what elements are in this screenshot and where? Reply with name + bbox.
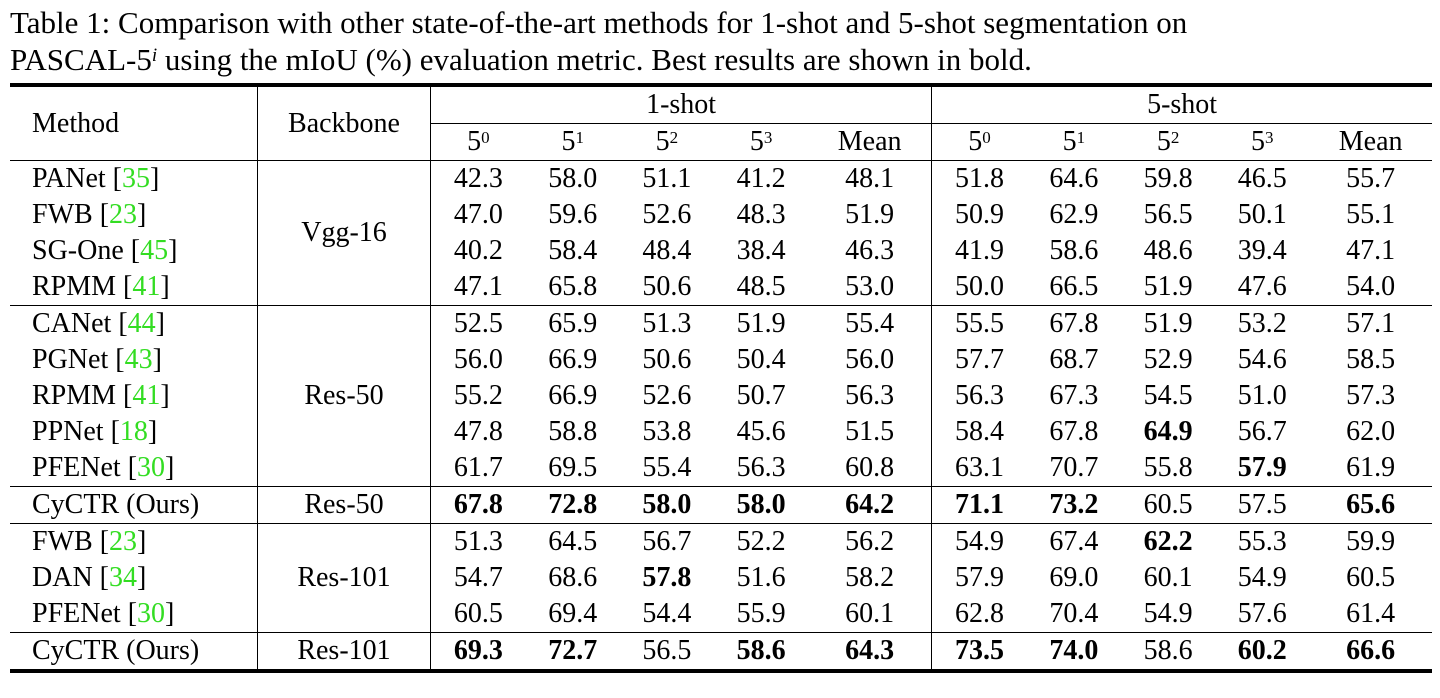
one-shot-value: 58.6 bbox=[714, 633, 808, 672]
one-shot-value: 61.7 bbox=[453, 452, 503, 483]
citation-link[interactable]: 44 bbox=[127, 308, 156, 339]
five-shot-value: 65.6 bbox=[1309, 487, 1432, 524]
one-shot-value: 41.2 bbox=[714, 161, 808, 198]
header-row-1 bbox=[10, 85, 1432, 124]
method-name: CyCTR (Ours) bbox=[32, 635, 200, 666]
caption-line-1: Table 1: Comparison with other state-of-the-art methods for 1-shot and 5-shot segmentation on bbox=[10, 5, 1188, 40]
five-shot-value: 67.4 bbox=[1027, 524, 1121, 561]
five-shot-value: 52.9 bbox=[1143, 344, 1193, 375]
one-shot-value: 67.8 bbox=[431, 487, 526, 524]
five-shot-value: 64.9 bbox=[1143, 416, 1193, 447]
five-shot-value: 57.5 bbox=[1215, 487, 1309, 524]
one-shot-value: 56.3 bbox=[736, 452, 786, 483]
one-shot-value: 58.0 bbox=[526, 161, 620, 198]
one-shot-value: 55.4 bbox=[808, 306, 932, 343]
five-shot-value: 48.6 bbox=[1143, 235, 1193, 266]
five-shot-value: 69.0 bbox=[1049, 562, 1099, 593]
one-shot-value: 45.6 bbox=[736, 416, 786, 447]
one-shot-value: 50.7 bbox=[736, 380, 786, 411]
one-shot-value: 68.6 bbox=[548, 562, 598, 593]
method-name: FWB bbox=[32, 199, 100, 230]
split-header: $5^1$ bbox=[561, 126, 584, 157]
method-cell: FWB [23] bbox=[32, 199, 147, 230]
five-shot-value: 62.2 bbox=[1121, 524, 1215, 561]
one-shot-value: 51.1 bbox=[620, 161, 714, 198]
table-row bbox=[10, 524, 1432, 561]
method-cell: PPNet [18] bbox=[32, 416, 158, 447]
table-row bbox=[10, 596, 1432, 633]
five-shot-value: 66.5 bbox=[1049, 271, 1099, 302]
one-shot-value: 58.0 bbox=[620, 487, 714, 524]
citation-link[interactable]: 41 bbox=[132, 380, 161, 411]
caption-line-2 bbox=[10, 41, 1430, 78]
five-shot-value: 51.9 bbox=[1121, 306, 1215, 343]
one-shot-value: 48.1 bbox=[808, 161, 932, 198]
one-shot-value: 50.4 bbox=[736, 344, 786, 375]
results-table bbox=[10, 83, 1432, 673]
five-shot-value: 66.6 bbox=[1309, 633, 1432, 672]
method-name: PGNet bbox=[32, 344, 116, 375]
method-cell: PFENet [30] bbox=[32, 598, 175, 629]
one-shot-value: 56.0 bbox=[453, 344, 503, 375]
five-shot-value: 58.6 bbox=[1049, 235, 1099, 266]
five-shot-value: 62.0 bbox=[1346, 416, 1396, 447]
five-shot-value: 55.3 bbox=[1215, 524, 1309, 561]
one-shot-value: 64.3 bbox=[808, 633, 932, 672]
five-shot-value: 58.5 bbox=[1346, 344, 1396, 375]
method-name: SG-One bbox=[32, 235, 131, 266]
one-shot-value: 53.8 bbox=[642, 416, 692, 447]
one-shot-value: 51.9 bbox=[845, 199, 895, 230]
backbone-cell: Res-101 bbox=[258, 524, 431, 633]
method-name: RPMM bbox=[32, 380, 124, 411]
one-shot-value: 58.2 bbox=[845, 562, 895, 593]
table-row bbox=[10, 161, 1432, 198]
one-shot-header: 1-shot bbox=[431, 85, 932, 124]
five-shot-value: 57.9 bbox=[1237, 452, 1287, 483]
method-cell bbox=[10, 633, 258, 672]
five-shot-value: 51.0 bbox=[1237, 380, 1287, 411]
five-shot-value: 57.3 bbox=[1346, 380, 1396, 411]
one-shot-value: 65.8 bbox=[548, 271, 598, 302]
backbone-cell: Res-50 bbox=[258, 306, 431, 487]
one-shot-value: 59.6 bbox=[548, 199, 598, 230]
five-shot-value: 59.9 bbox=[1309, 524, 1432, 561]
five-shot-value: 41.9 bbox=[932, 233, 1027, 269]
five-shot-value: 62.8 bbox=[932, 596, 1027, 633]
one-shot-value: 51.5 bbox=[845, 416, 895, 447]
one-shot-value: 56.3 bbox=[845, 380, 895, 411]
citation-link[interactable]: 30 bbox=[137, 598, 166, 629]
table-row bbox=[10, 560, 1432, 596]
split-header: $5^3$ bbox=[1250, 126, 1274, 157]
method-name: CANet bbox=[32, 308, 119, 339]
one-shot-value: 48.3 bbox=[736, 199, 786, 230]
five-shot-value: 56.3 bbox=[932, 378, 1027, 414]
one-shot-value: 51.3 bbox=[620, 306, 714, 343]
one-shot-value: 72.8 bbox=[526, 487, 620, 524]
one-shot-value: 56.5 bbox=[620, 633, 714, 672]
table-row bbox=[10, 306, 1432, 343]
one-shot-value: 60.5 bbox=[453, 598, 503, 629]
five-shot-value: 73.5 bbox=[932, 633, 1027, 672]
one-shot-value: 56.2 bbox=[808, 524, 932, 561]
method-name: PPNet bbox=[32, 416, 111, 447]
one-shot-value: 60.1 bbox=[845, 598, 895, 629]
five-shot-value: 56.5 bbox=[1143, 199, 1193, 230]
backbone-cell: Res-50 bbox=[258, 487, 431, 524]
one-shot-value: 50.6 bbox=[642, 344, 692, 375]
five-shot-value: 70.7 bbox=[1049, 452, 1099, 483]
mean-header: Mean bbox=[1338, 126, 1403, 157]
one-shot-value: 46.3 bbox=[845, 235, 895, 266]
table-row bbox=[10, 450, 1432, 487]
split-header: $5^0$ bbox=[932, 124, 1027, 161]
five-shot-value: 60.2 bbox=[1215, 633, 1309, 672]
one-shot-value: 38.4 bbox=[736, 235, 786, 266]
one-shot-value: 66.9 bbox=[548, 380, 598, 411]
five-shot-value: 55.5 bbox=[932, 306, 1027, 343]
one-shot-value: 47.1 bbox=[453, 271, 503, 302]
five-shot-value: 63.1 bbox=[932, 450, 1027, 487]
five-shot-value: 39.4 bbox=[1237, 235, 1287, 266]
five-shot-value: 61.4 bbox=[1346, 598, 1396, 629]
five-shot-value: 55.1 bbox=[1346, 199, 1396, 230]
table-row bbox=[10, 233, 1432, 269]
one-shot-value: 57.8 bbox=[642, 562, 692, 593]
table-row bbox=[10, 342, 1432, 378]
citation-link[interactable]: 35 bbox=[121, 163, 150, 194]
one-shot-value: 58.4 bbox=[548, 235, 598, 266]
method-name: RPMM bbox=[32, 271, 124, 302]
one-shot-value: 47.8 bbox=[453, 416, 503, 447]
citation-link[interactable]: 18 bbox=[119, 416, 148, 447]
split-header: $5^3$ bbox=[749, 126, 773, 157]
five-shot-value: 70.4 bbox=[1049, 598, 1099, 629]
one-shot-value: 47.0 bbox=[453, 199, 503, 230]
method-cell: SG-One [45] bbox=[32, 235, 178, 266]
one-shot-value: 48.4 bbox=[642, 235, 692, 266]
five-shot-value: 64.6 bbox=[1027, 161, 1121, 198]
one-shot-value: 58.8 bbox=[548, 416, 598, 447]
five-shot-value: 54.0 bbox=[1346, 271, 1396, 302]
split-header: $5^1$ bbox=[1062, 126, 1086, 157]
caption-rest: using the mIoU (%) evaluation metric. Best results are shown in bold. bbox=[157, 42, 1032, 77]
one-shot-value: 50.6 bbox=[642, 271, 692, 302]
one-shot-value: 52.5 bbox=[431, 306, 526, 343]
one-shot-value: 51.6 bbox=[736, 562, 786, 593]
citation-link[interactable]: 34 bbox=[109, 562, 137, 593]
five-shot-value: 57.1 bbox=[1309, 306, 1432, 343]
five-shot-value: 74.0 bbox=[1027, 633, 1121, 672]
five-shot-value: 54.9 bbox=[1143, 598, 1193, 629]
one-shot-value: 42.3 bbox=[431, 161, 526, 198]
five-shot-header: 5-shot bbox=[932, 85, 1432, 124]
one-shot-value: 56.7 bbox=[620, 524, 714, 561]
one-shot-value: 65.9 bbox=[526, 306, 620, 343]
citation-link[interactable]: 23 bbox=[109, 526, 138, 557]
one-shot-value: 64.2 bbox=[808, 487, 932, 524]
method-name: CyCTR (Ours) bbox=[32, 489, 200, 520]
five-shot-value: 54.9 bbox=[1237, 562, 1287, 593]
five-shot-value: 54.5 bbox=[1143, 380, 1193, 411]
five-shot-value: 56.7 bbox=[1237, 416, 1287, 447]
one-shot-value: 58.0 bbox=[714, 487, 808, 524]
split-header: $5^2$ bbox=[1156, 126, 1180, 157]
one-shot-value: 51.3 bbox=[431, 524, 526, 561]
five-shot-value: 51.8 bbox=[932, 161, 1027, 198]
one-shot-value: 55.2 bbox=[453, 380, 503, 411]
five-shot-value: 55.8 bbox=[1143, 452, 1193, 483]
five-shot-value: 58.4 bbox=[932, 414, 1027, 450]
one-shot-value: 56.0 bbox=[845, 344, 895, 375]
one-shot-value: 40.2 bbox=[453, 235, 503, 266]
five-shot-value: 54.9 bbox=[932, 524, 1027, 561]
method-cell: RPMM [41] bbox=[32, 271, 170, 302]
table-row bbox=[10, 378, 1432, 414]
five-shot-value: 59.8 bbox=[1121, 161, 1215, 198]
five-shot-value: 60.5 bbox=[1346, 562, 1396, 593]
five-shot-value: 57.9 bbox=[932, 560, 1027, 596]
method-header: Method bbox=[10, 85, 258, 161]
one-shot-value: 69.5 bbox=[548, 452, 598, 483]
five-shot-value: 53.2 bbox=[1215, 306, 1309, 343]
five-shot-value: 67.3 bbox=[1049, 380, 1099, 411]
table-row bbox=[10, 414, 1432, 450]
citation-link[interactable]: 41 bbox=[132, 271, 161, 302]
one-shot-value: 64.5 bbox=[526, 524, 620, 561]
five-shot-value: 68.7 bbox=[1049, 344, 1099, 375]
method-name: PFENet bbox=[32, 452, 128, 483]
five-shot-value: 46.5 bbox=[1215, 161, 1309, 198]
five-shot-value: 60.5 bbox=[1121, 487, 1215, 524]
method-cell: DAN [34] bbox=[32, 562, 147, 593]
five-shot-value: 57.7 bbox=[932, 342, 1027, 378]
one-shot-value: 54.7 bbox=[453, 562, 503, 593]
one-shot-value: 54.4 bbox=[642, 598, 692, 629]
one-shot-value: 52.6 bbox=[642, 199, 692, 230]
citation-link[interactable]: 45 bbox=[140, 235, 169, 266]
backbone-cell: Vgg-16 bbox=[258, 161, 431, 306]
backbone-header: Backbone bbox=[258, 85, 431, 161]
five-shot-value: 67.8 bbox=[1027, 306, 1121, 343]
five-shot-value: 50.0 bbox=[932, 269, 1027, 306]
five-shot-value: 47.6 bbox=[1237, 271, 1287, 302]
method-cell: CANet [44] bbox=[10, 306, 258, 343]
five-shot-value: 67.8 bbox=[1049, 416, 1099, 447]
mean-header: Mean bbox=[837, 126, 902, 157]
citation-link[interactable]: 23 bbox=[109, 199, 138, 230]
five-shot-value: 61.9 bbox=[1346, 452, 1396, 483]
one-shot-value: 55.9 bbox=[736, 598, 786, 629]
five-shot-value: 47.1 bbox=[1346, 235, 1396, 266]
one-shot-value: 51.9 bbox=[714, 306, 808, 343]
method-cell: RPMM [41] bbox=[32, 380, 170, 411]
one-shot-value: 66.9 bbox=[548, 344, 598, 375]
five-shot-value: 58.6 bbox=[1121, 633, 1215, 672]
backbone-cell: Res-101 bbox=[258, 633, 431, 672]
table-row bbox=[10, 269, 1432, 306]
one-shot-value: 48.5 bbox=[736, 271, 786, 302]
method-name: PFENet bbox=[32, 598, 128, 629]
citation-link[interactable]: 30 bbox=[137, 452, 166, 483]
method-name: FWB bbox=[32, 526, 100, 557]
five-shot-value: 50.1 bbox=[1237, 199, 1287, 230]
one-shot-value: 69.3 bbox=[431, 633, 526, 672]
method-cell: PFENet [30] bbox=[32, 452, 175, 483]
five-shot-value: 50.9 bbox=[932, 197, 1027, 233]
method-cell: PGNet [43] bbox=[32, 344, 162, 375]
one-shot-value: 72.7 bbox=[526, 633, 620, 672]
table-row bbox=[10, 487, 1432, 524]
one-shot-value: 55.4 bbox=[642, 452, 692, 483]
table-row bbox=[10, 633, 1432, 672]
caption-dataset: PASCAL-5 bbox=[10, 42, 152, 77]
five-shot-value: 71.1 bbox=[932, 487, 1027, 524]
method-name: DAN bbox=[32, 562, 100, 593]
method-cell bbox=[10, 487, 258, 524]
caption-superscript: i bbox=[151, 45, 158, 66]
table-caption bbox=[10, 4, 1430, 78]
one-shot-value: 60.8 bbox=[845, 452, 895, 483]
one-shot-value: 69.4 bbox=[548, 598, 598, 629]
five-shot-value: 60.1 bbox=[1143, 562, 1193, 593]
table-row bbox=[10, 197, 1432, 233]
five-shot-value: 62.9 bbox=[1049, 199, 1099, 230]
five-shot-value: 57.6 bbox=[1237, 598, 1287, 629]
citation-link[interactable]: 43 bbox=[124, 344, 153, 375]
one-shot-value: 52.6 bbox=[642, 380, 692, 411]
one-shot-value: 53.0 bbox=[845, 271, 895, 302]
one-shot-value: 52.2 bbox=[714, 524, 808, 561]
split-header: $5^2$ bbox=[655, 126, 679, 157]
five-shot-value: 54.6 bbox=[1237, 344, 1287, 375]
five-shot-value: 73.2 bbox=[1027, 487, 1121, 524]
method-name: PANet bbox=[32, 163, 113, 194]
five-shot-value: 51.9 bbox=[1143, 271, 1193, 302]
method-cell: FWB [23] bbox=[10, 524, 258, 561]
split-header: $5^0$ bbox=[467, 126, 490, 157]
five-shot-value: 55.7 bbox=[1309, 161, 1432, 198]
method-cell: PANet [35] bbox=[10, 161, 258, 198]
